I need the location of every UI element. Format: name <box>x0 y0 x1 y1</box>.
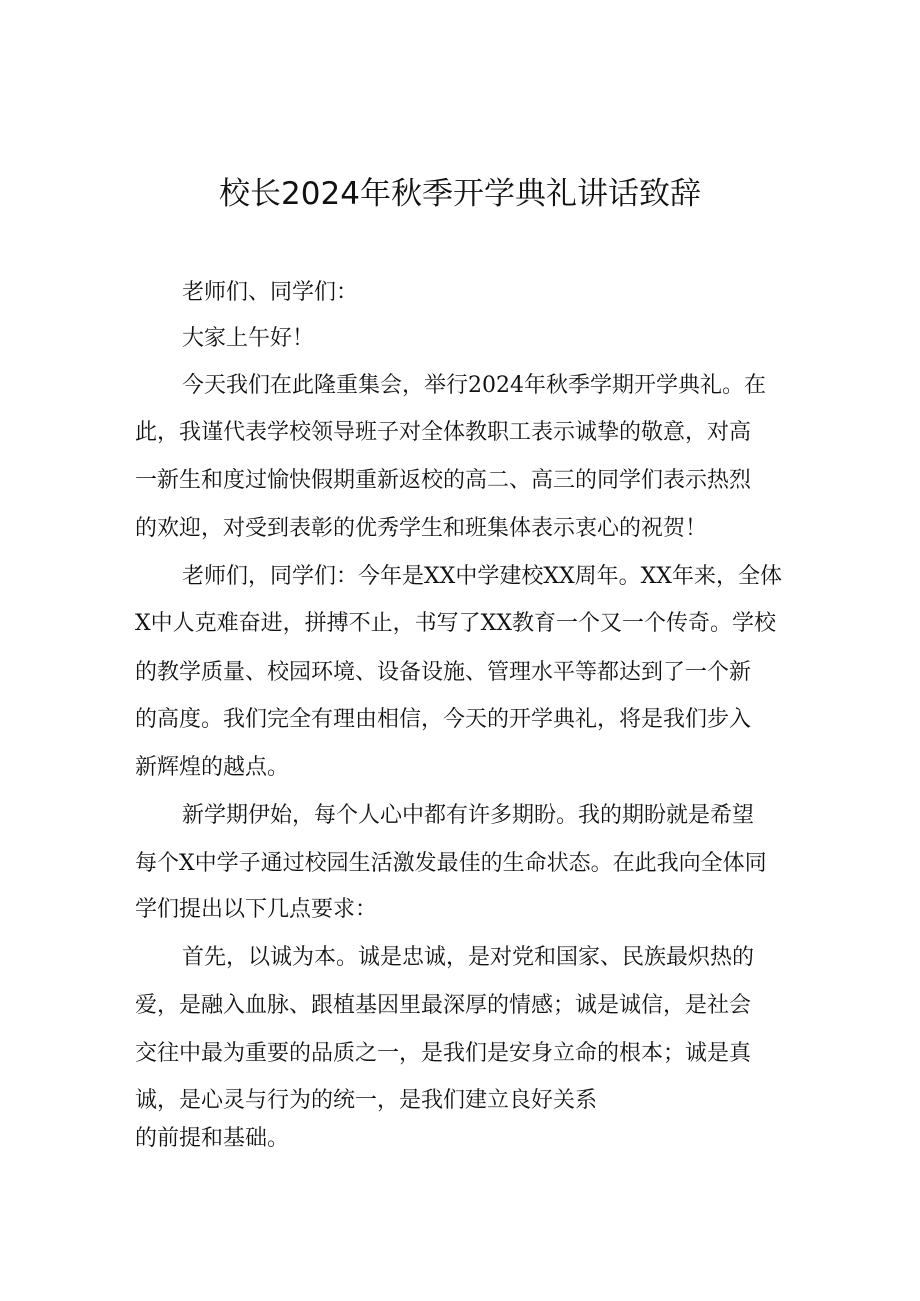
paragraph-line: 新辉煌的越点。 <box>135 755 290 780</box>
paragraph-line: X中人克难奋进，拼搏不止，书写了XX教育一个又一个传奇。学校 <box>135 611 776 636</box>
paragraph-line: 首先，以诚为本。诚是忠诚，是对党和国家、民族最炽热的 <box>182 945 755 970</box>
paragraph-line: 诚，是心灵与行为的统一，是我们建立良好关系 <box>135 1088 598 1113</box>
paragraph-line: 的高度。我们完全有理由相信，今天的开学典礼，将是我们步入 <box>135 707 752 732</box>
paragraph-line: 的前提和基础。 <box>135 1126 290 1151</box>
salutation-line: 老师们、同学们： <box>182 280 359 305</box>
paragraph-line: 新学期伊始，每个人心中都有许多期盼。我的期盼就是希望 <box>182 803 755 828</box>
paragraph-line: 一新生和度过愉快假期重新返校的高二、高三的同学们表示热烈 <box>135 468 752 493</box>
document-title: 校长2024年秋季开学典礼讲话致辞 <box>219 176 701 212</box>
greeting-line: 大家上午好！ <box>182 326 315 351</box>
paragraph-line: 学们提出以下几点要求： <box>135 897 378 922</box>
paragraph-line: 此，我谨代表学校领导班子对全体教职工表示诚挚的敬意，对高 <box>135 420 752 445</box>
paragraph-line: 交往中最为重要的品质之一，是我们是安身立命的根本；诚是真 <box>135 1041 752 1066</box>
paragraph-line: 爱，是融入血脉、跟植基因里最深厚的情感；诚是诚信，是社会 <box>135 993 752 1018</box>
paragraph-line: 老师们，同学们：今年是XX中学建校XX周年。XX年来，全体 <box>182 564 782 589</box>
paragraph-line: 每个X中学子通过校园生活激发最佳的生命状态。在此我向全体同 <box>135 851 767 876</box>
paragraph-line: 的教学质量、校园环境、设备设施、管理水平等都达到了一个新 <box>135 660 752 685</box>
paragraph-line: 今天我们在此隆重集会，举行2024年秋季学期开学典礼。在 <box>182 373 766 398</box>
paragraph-line: 的欢迎，对受到表彰的优秀学生和班集体表示衷心的祝贺！ <box>135 516 708 541</box>
